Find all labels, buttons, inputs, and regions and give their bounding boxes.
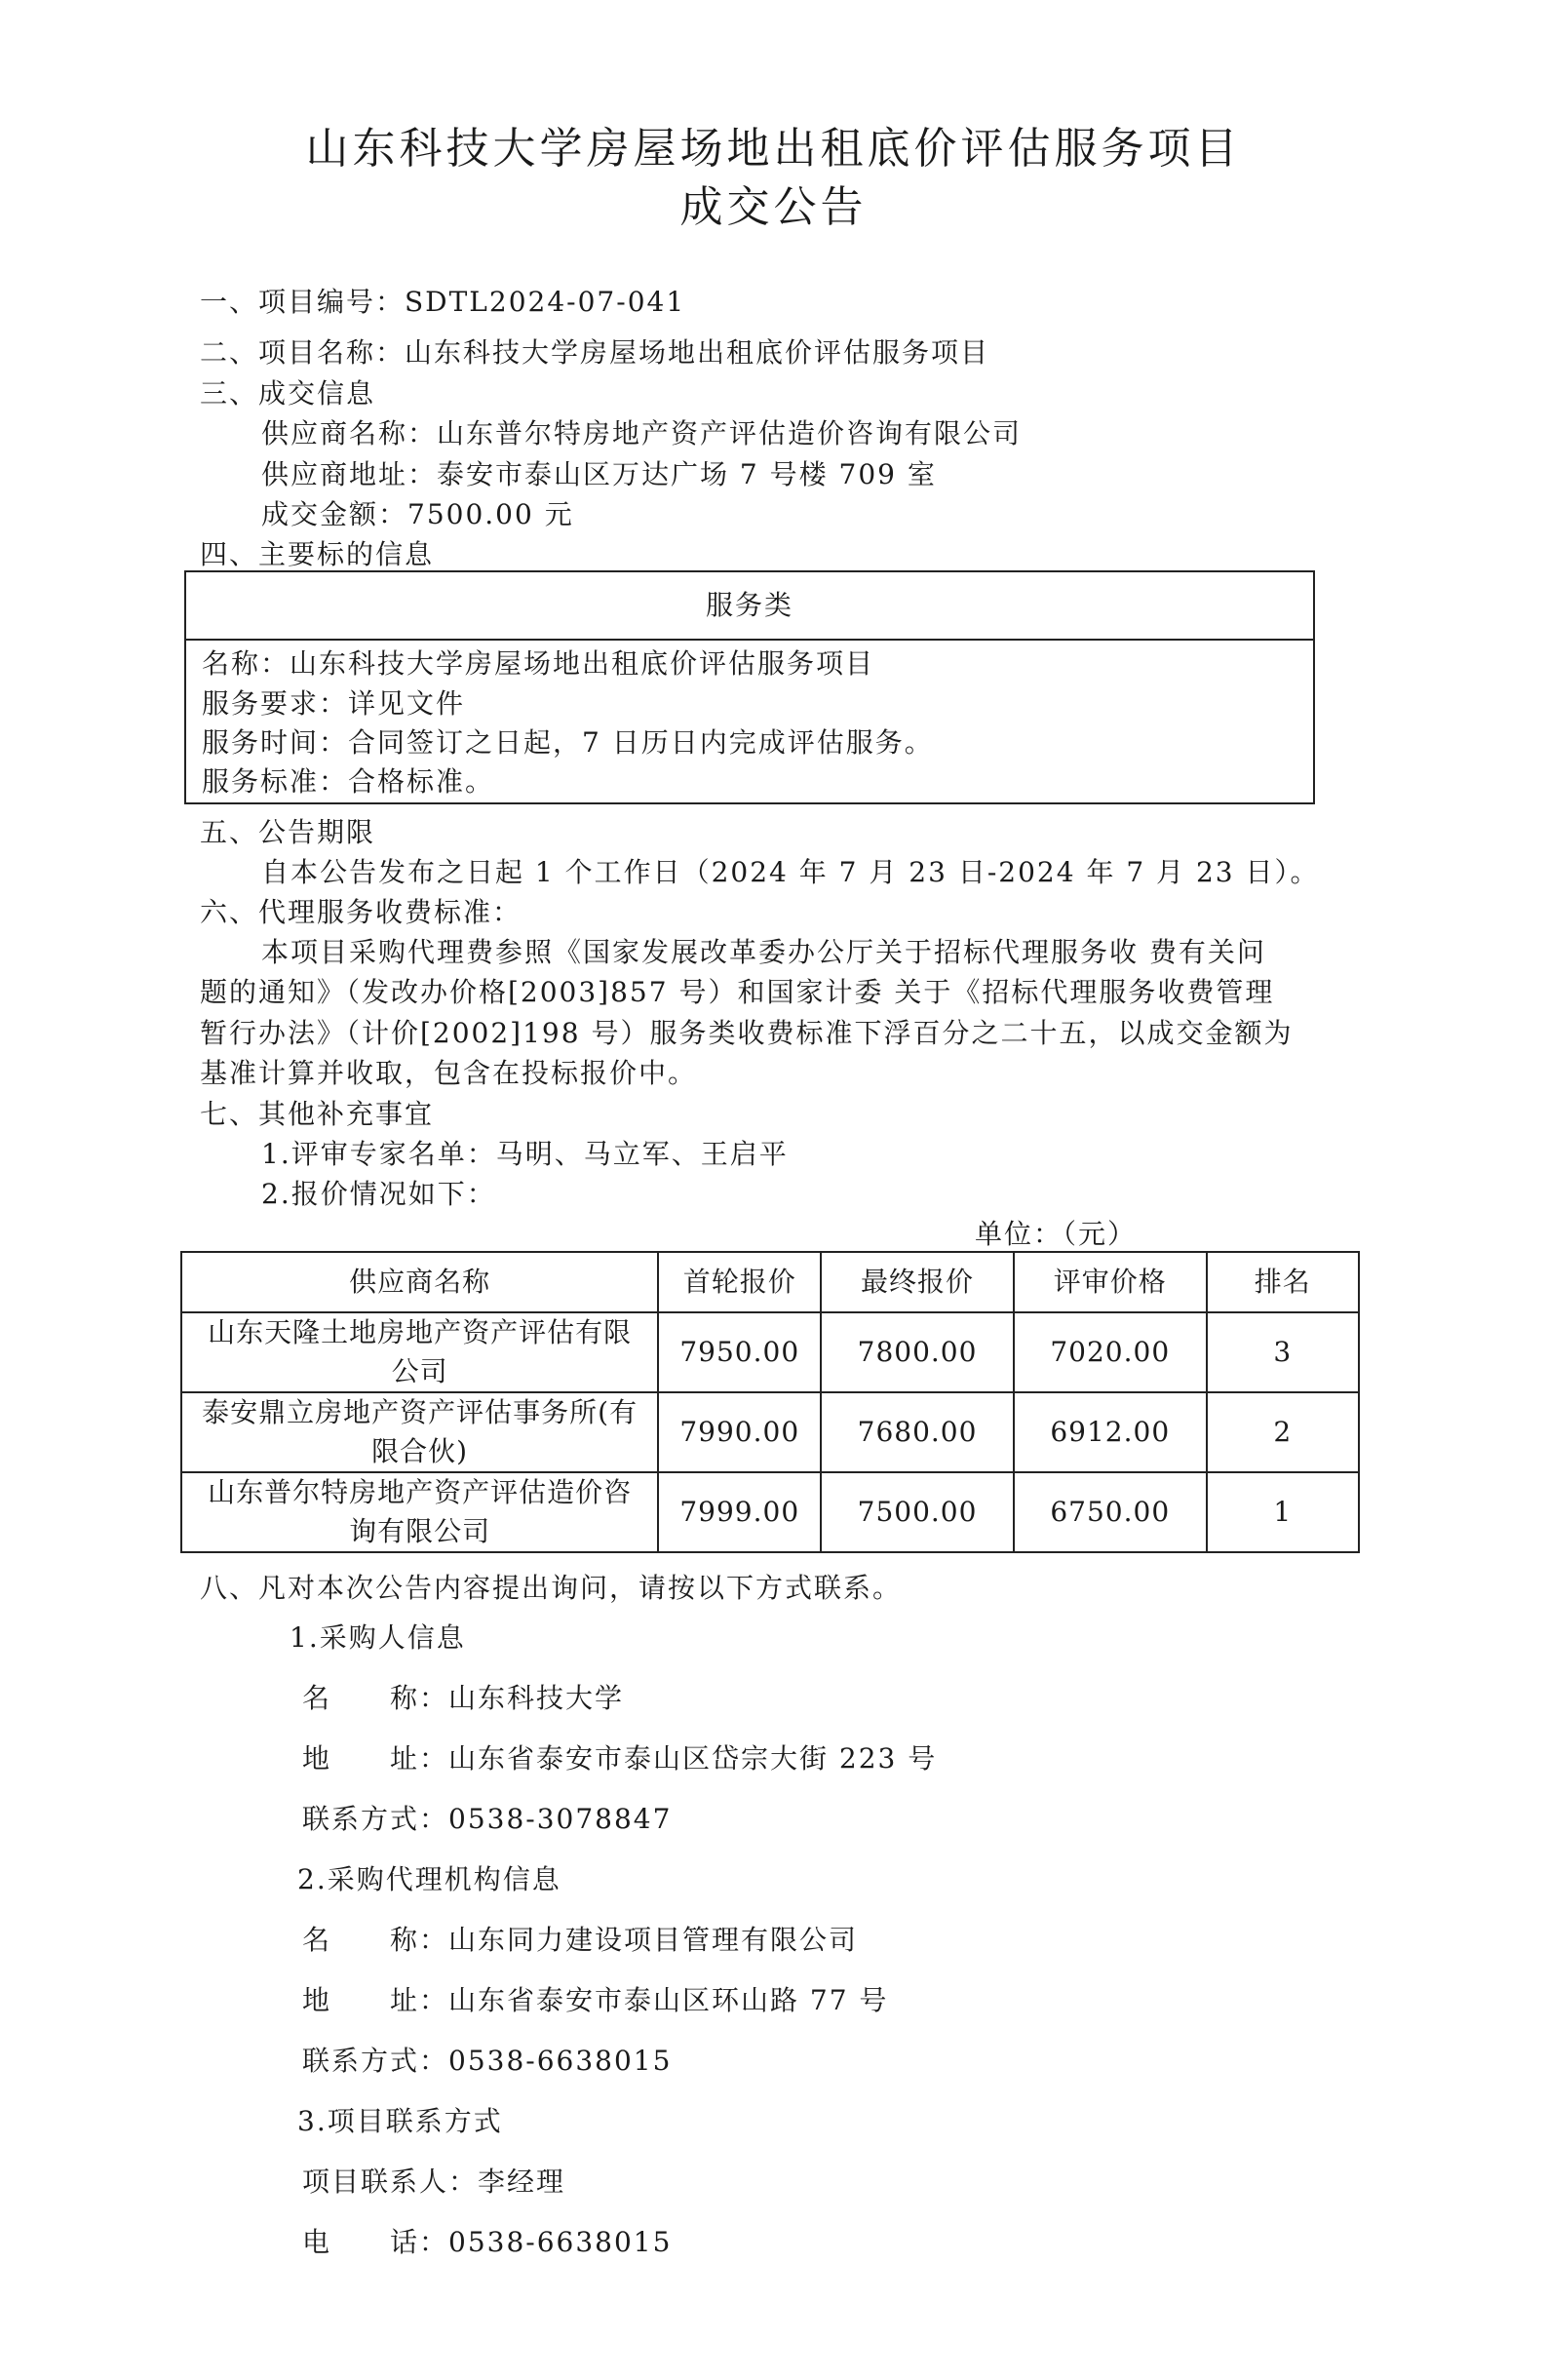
header-final-quote: 最终报价 xyxy=(821,1252,1014,1312)
section3-heading: 三、成交信息 xyxy=(200,377,376,410)
purchaser-heading: 1.采购人信息 xyxy=(290,1621,466,1654)
first-quote-cell: 7950.00 xyxy=(658,1312,821,1392)
supplier-name-part1: 泰安鼎立房地产资产评估事务所(有 xyxy=(202,1396,638,1428)
rank-cell: 3 xyxy=(1207,1312,1359,1392)
purchaser-contact: 联系方式：0538-3078847 xyxy=(302,1803,673,1835)
supplier-name-part1: 山东普尔特房地产资产评估造价咨 xyxy=(208,1476,633,1508)
header-first-quote: 首轮报价 xyxy=(658,1252,821,1312)
section7-heading: 七、其他补充事宜 xyxy=(200,1098,435,1130)
table-header-row xyxy=(181,1252,1359,1312)
supplier-name-part2: 询有限公司 xyxy=(349,1515,491,1547)
subject-standard: 服务标准：合格标准。 xyxy=(202,765,495,798)
subject-category: 服务类 xyxy=(186,572,1313,641)
subject-time: 服务时间：合同签订之日起，7 日历日内完成评估服务。 xyxy=(202,726,934,759)
rank-cell: 1 xyxy=(1207,1472,1359,1552)
supplier-cell xyxy=(181,1472,658,1552)
rank-cell: 2 xyxy=(1207,1392,1359,1472)
fee-text-line2: 题的通知》（发改办价格[2003]857 号）和国家计委 关于《招标代理服务收费管理 xyxy=(200,976,1275,1008)
supplier-name: 供应商名称：山东普尔特房地产资产评估造价咨询有限公司 xyxy=(261,417,1023,449)
final-quote-cell: 7500.00 xyxy=(821,1472,1014,1552)
expert-list: 1.评审专家名单：马明、马立军、王启平 xyxy=(261,1138,789,1170)
deal-amount: 成交金额：7500.00 元 xyxy=(261,498,574,530)
section8-heading: 八、凡对本次公告内容提出询问，请按以下方式联系。 xyxy=(200,1572,903,1604)
quotes-table xyxy=(180,1251,1360,1553)
header-review-price: 评审价格 xyxy=(1014,1252,1207,1312)
section4-heading: 四、主要标的信息 xyxy=(200,538,435,570)
header-rank: 排名 xyxy=(1207,1252,1359,1312)
project-contact-phone: 电 话：0538-6638015 xyxy=(302,2226,673,2258)
review-price-cell: 6912.00 xyxy=(1014,1392,1207,1472)
project-name: 二、项目名称：山东科技大学房屋场地出租底价评估服务项目 xyxy=(200,336,990,369)
fee-text-line3: 暂行办法》（计价[2002]198 号）服务类收费标准下浮百分之二十五，以成交金额为 xyxy=(200,1017,1294,1049)
subject-name: 名称：山东科技大学房屋场地出租底价评估服务项目 xyxy=(202,647,875,680)
document-title: 山东科技大学房屋场地出租底价评估服务项目 xyxy=(305,124,1242,174)
subject-info-box xyxy=(184,570,1315,804)
quotes-heading: 2.报价情况如下： xyxy=(261,1178,496,1210)
unit-label: 单位：（元） xyxy=(975,1218,1138,1250)
supplier-cell xyxy=(181,1392,658,1472)
section5-heading: 五、公告期限 xyxy=(200,816,376,848)
agency-name: 名 称：山东同力建设项目管理有限公司 xyxy=(302,1924,859,1956)
fee-text-line1: 本项目采购代理费参照《国家发展改革委办公厅关于招标代理服务收 费有关问 xyxy=(261,936,1266,968)
table-row xyxy=(181,1392,1359,1472)
project-contact-person: 项目联系人：李经理 xyxy=(302,2165,566,2198)
purchaser-name: 名 称：山东科技大学 xyxy=(302,1682,625,1714)
first-quote-cell: 7999.00 xyxy=(658,1472,821,1552)
supplier-address: 供应商地址：泰安市泰山区万达广场 7 号楼 709 室 xyxy=(261,458,937,490)
supplier-cell xyxy=(181,1312,658,1392)
supplier-name-part2: 公司 xyxy=(391,1355,448,1387)
header-supplier: 供应商名称 xyxy=(181,1252,658,1312)
review-price-cell: 7020.00 xyxy=(1014,1312,1207,1392)
project-number: 一、项目编号：SDTL2024-07-041 xyxy=(200,286,686,318)
supplier-name-part2: 限合伙) xyxy=(371,1435,469,1467)
section6-heading: 六、代理服务收费标准： xyxy=(200,896,522,928)
document-subtitle: 成交公告 xyxy=(679,182,868,232)
subject-requirement: 服务要求：详见文件 xyxy=(202,687,466,720)
agency-heading: 2.采购代理机构信息 xyxy=(297,1863,561,1895)
agency-contact: 联系方式：0538-6638015 xyxy=(302,2045,673,2077)
agency-address: 地 址：山东省泰安市泰山区环山路 77 号 xyxy=(302,1984,889,2016)
first-quote-cell: 7990.00 xyxy=(658,1392,821,1472)
fee-text-line4: 基准计算并收取，包含在投标报价中。 xyxy=(200,1057,698,1089)
final-quote-cell: 7800.00 xyxy=(821,1312,1014,1392)
project-contact-heading: 3.项目联系方式 xyxy=(297,2105,503,2137)
final-quote-cell: 7680.00 xyxy=(821,1392,1014,1472)
table-row xyxy=(181,1312,1359,1392)
notice-period: 自本公告发布之日起 1 个工作日（2024 年 7 月 23 日-2024 年 7 月 23 日）。 xyxy=(261,856,1320,888)
review-price-cell: 6750.00 xyxy=(1014,1472,1207,1552)
purchaser-address: 地 址：山东省泰安市泰山区岱宗大街 223 号 xyxy=(302,1742,938,1775)
supplier-name-part1: 山东天隆土地房地产资产评估有限 xyxy=(208,1316,633,1348)
table-row xyxy=(181,1472,1359,1552)
